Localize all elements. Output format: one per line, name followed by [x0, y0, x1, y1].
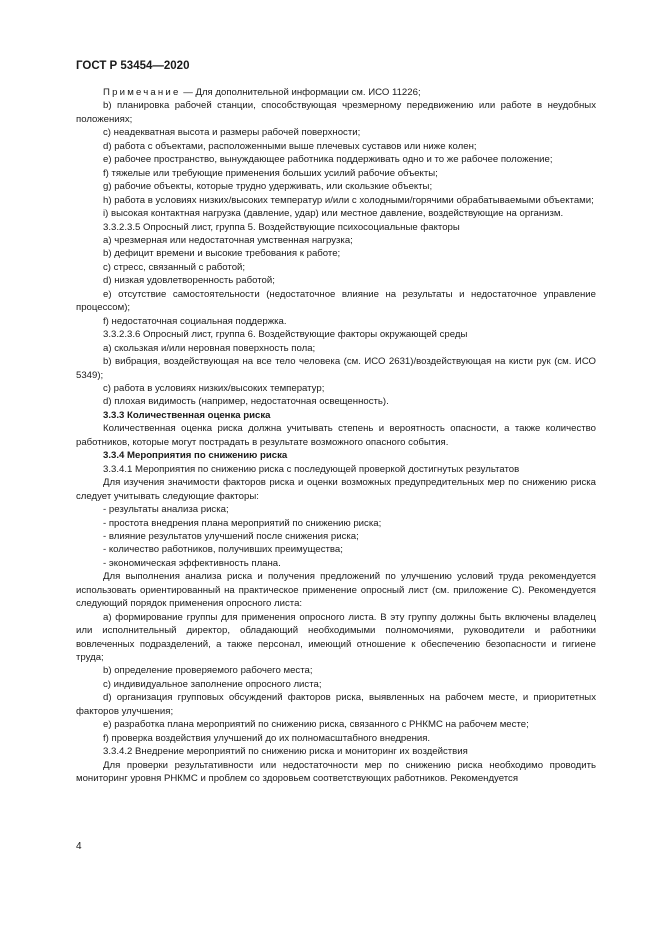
list-item: a) формирование группы для применения опросного листа. В эту группу должны быть включены владелец или исполнительный директор, обладающий необходимыми полномочиями, руководители и работники вовлеченных подразделений, а также персонал, имеющий отношение к обеспечению безопасности и гигиене труда; — [76, 611, 596, 664]
list-item: c) работа в условиях низких/высоких температур; — [103, 382, 325, 394]
document-header: ГОСТ Р 53454—2020 — [76, 60, 190, 72]
list-item: a) чрезмерная или недостаточная умственная нагрузка; — [103, 234, 353, 246]
list-item: d) организация групповых обсуждений факторов риска, выявленных на рабочем месте, и приоритетных факторов улучшения; — [76, 692, 596, 717]
list-item: - влияние результатов улучшений после снижения риска; — [103, 530, 359, 542]
list-item: c) стресс, связанный с работой; — [103, 261, 246, 273]
section-heading: 3.3.2.3.5 Опросный лист, группа 5. Воздействующие психосоциальные факторы — [103, 221, 460, 233]
section-heading: 3.3.3 Количественная оценка риска — [103, 409, 271, 421]
list-item: - результаты анализа риска; — [103, 504, 229, 516]
section-heading: 3.3.4.2 Внедрение мероприятий по снижению риска и мониторинг их воздействия — [103, 746, 468, 758]
list-item: i) высокая контактная нагрузка (давление, удар) или местное давление, воздействующие на организм. — [103, 208, 564, 220]
list-item: d) работа с объектами, расположенными выше плечевых суставов или ниже колен; — [103, 140, 477, 152]
paragraph: Для выполнения анализа риска и получения предложений по улучшению условий труда рекомендуется использовать ориентированный на практическое применение опросный лист (см. приложение С). Рекомендуется следующий порядок применения опросного листа: — [76, 571, 596, 610]
list-item: d) плохая видимость (например, недостаточная освещенность). — [103, 396, 389, 408]
list-item: - простота внедрения плана мероприятий по снижению риска; — [103, 517, 382, 529]
list-item: d) низкая удовлетворенность работой; — [103, 275, 275, 287]
list-item: b) определение проверяемого рабочего места; — [103, 665, 313, 677]
paragraph: Количественная оценка риска должна учитывать степень и вероятность опасности, а также количество работников, которые могут пострадать в результате возможного опасного события. — [76, 423, 596, 448]
document-body — [76, 86, 596, 786]
list-item: - экономическая эффективность плана. — [103, 557, 281, 569]
list-item: f) недостаточная социальная поддержка. — [103, 315, 287, 327]
note-label: Примечание — [103, 87, 181, 98]
list-item: b) дефицит времени и высокие требования к работе; — [103, 248, 341, 260]
paragraph: Для проверки результативности или недостаточности мер по снижению риска необходимо проводить мониторинг уровня РНКМС и проблем со здоровьем соответствующих работников. Рекомендуется — [76, 759, 596, 785]
list-item: f) тяжелые или требующие применения больших усилий рабочие объекты; — [103, 167, 438, 179]
section-heading: 3.3.4.1 Мероприятия по снижению риска с последующей проверкой достигнутых результатов — [103, 463, 520, 475]
page-number: 4 — [76, 841, 82, 852]
list-item: - количество работников, получивших преимущества; — [103, 544, 343, 556]
note — [76, 86, 596, 99]
list-item: h) работа в условиях низких/высоких температур и/или с холодными/горячими обрабатываемыми объектами; — [103, 194, 594, 206]
list-item: e) рабочее пространство, вынуждающее работника поддерживать одно и то же рабочее положение; — [103, 154, 553, 166]
list-item: f) проверка воздействия улучшений до их полномасштабного внедрения. — [103, 732, 431, 744]
list-item: b) вибрация, воздействующая на все тело человека (см. ИСО 2631)/воздействующая на кисти рук (см. ИСО 5349); — [76, 356, 596, 381]
section-heading: 3.3.4 Мероприятия по снижению риска — [103, 450, 288, 462]
list-item: b) планировка рабочей станции, способствующая чрезмерному передвижению или работе в неудобных положениях; — [76, 100, 596, 125]
paragraph: Для изучения значимости факторов риска и оценки возможных предупредительных мер по снижению риска следует учитывать следующие факторы: — [76, 477, 596, 502]
list-item: a) скользкая и/или неровная поверхность пола; — [103, 342, 316, 354]
list-item: e) разработка плана мероприятий по снижению риска, связанного с РНКМС на рабочем месте; — [103, 719, 529, 731]
list-item: e) отсутствие самостоятельности (недостаточное влияние на результаты и недостаточное управление процессом); — [76, 288, 596, 314]
section-heading: 3.3.2.3.6 Опросный лист, группа 6. Воздействующие факторы окружающей среды — [103, 329, 468, 341]
list-item: c) неадекватная высота и размеры рабочей поверхности; — [103, 127, 361, 139]
note-text: — Для дополнительной информации см. ИСО 11226; — [180, 87, 421, 98]
list-item: c) индивидуальное заполнение опросного листа; — [103, 678, 322, 690]
list-item: g) рабочие объекты, которые трудно удерживать, или скользкие объекты; — [103, 181, 433, 193]
